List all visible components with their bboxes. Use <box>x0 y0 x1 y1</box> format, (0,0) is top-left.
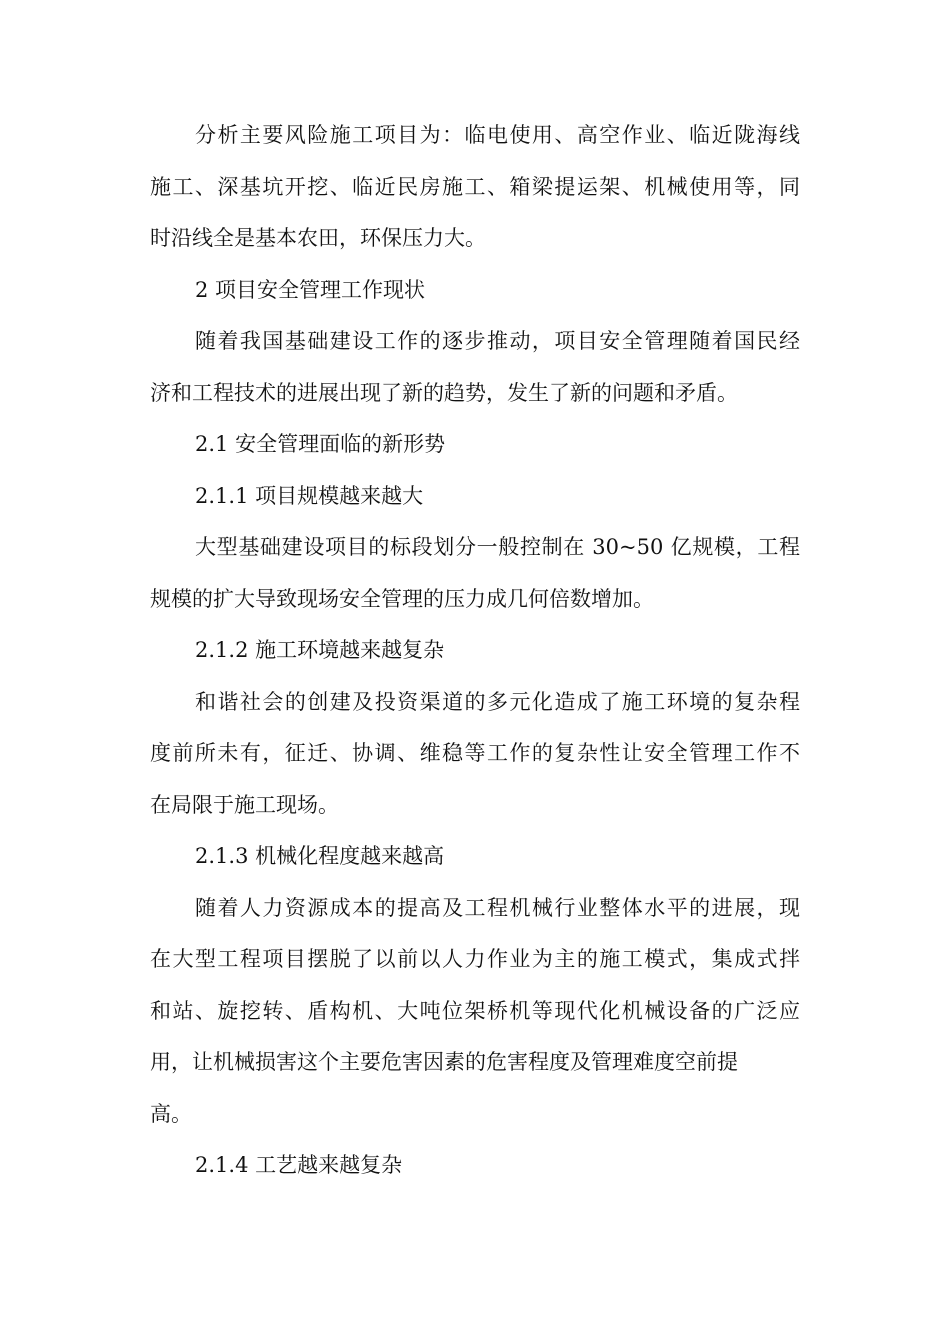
text-line: 和谐社会的创建及投资渠道的多元化造成了施工环境的复杂程 <box>195 689 800 714</box>
section-heading-2-1-4: 2.1.4 工艺越来越复杂 <box>195 1153 403 1177</box>
text-line: 大型基础建设项目的标段划分一般控制在 30~50 亿规模，工程 <box>195 535 800 559</box>
section-heading-2-1: 2.1 安全管理面临的新形势 <box>195 432 446 456</box>
text-line: 度前所未有，征迁、协调、维稳等工作的复杂性让安全管理工作不 <box>150 741 800 765</box>
paragraph-environment <box>150 677 800 832</box>
text-line: 分析主要风险施工项目为：临电使用、高空作业、临近陇海线 <box>195 123 800 147</box>
text-line: 时沿线全是基本农田，环保压力大。 <box>150 226 486 250</box>
section-heading-2: 2 项目安全管理工作现状 <box>195 277 426 302</box>
text-line: 在大型工程项目摆脱了以前以人力作业为主的施工模式，集成式拌 <box>150 947 800 971</box>
text-line: 施工、深基坑开挖、临近民房施工、箱梁提运架、机械使用等，同 <box>150 174 800 199</box>
text-line: 规模的扩大导致现场安全管理的压力成几何倍数增加。 <box>150 586 654 611</box>
text-line: 在局限于施工现场。 <box>150 792 339 817</box>
document-body <box>150 110 800 1192</box>
section-heading-2-1-1: 2.1.1 项目规模越来越大 <box>195 483 424 508</box>
text-line: 随着人力资源成本的提高及工程机械行业整体水平的进展，现 <box>195 895 800 920</box>
paragraph-project-scale <box>150 522 800 625</box>
paragraph-mechanization <box>150 883 800 1141</box>
section-heading-2-1-2: 2.1.2 施工环境越来越复杂 <box>195 638 445 662</box>
text-line: 和站、旋挖转、盾构机、大吨位架桥机等现代化机械设备的广泛应 <box>150 998 800 1023</box>
text-line: 高。 <box>150 1101 192 1126</box>
section-heading-2-1-3: 2.1.3 机械化程度越来越高 <box>195 844 445 868</box>
text-line: 济和工程技术的进展出现了新的趋势，发生了新的问题和矛盾。 <box>150 380 738 405</box>
paragraph-status-intro <box>150 316 800 419</box>
paragraph-risk-items <box>150 110 800 265</box>
text-line: 用，让机械损害这个主要危害因素的危害程度及管理难度空前提 <box>150 1050 738 1074</box>
text-line: 随着我国基础建设工作的逐步推动，项目安全管理随着国民经 <box>195 329 800 353</box>
